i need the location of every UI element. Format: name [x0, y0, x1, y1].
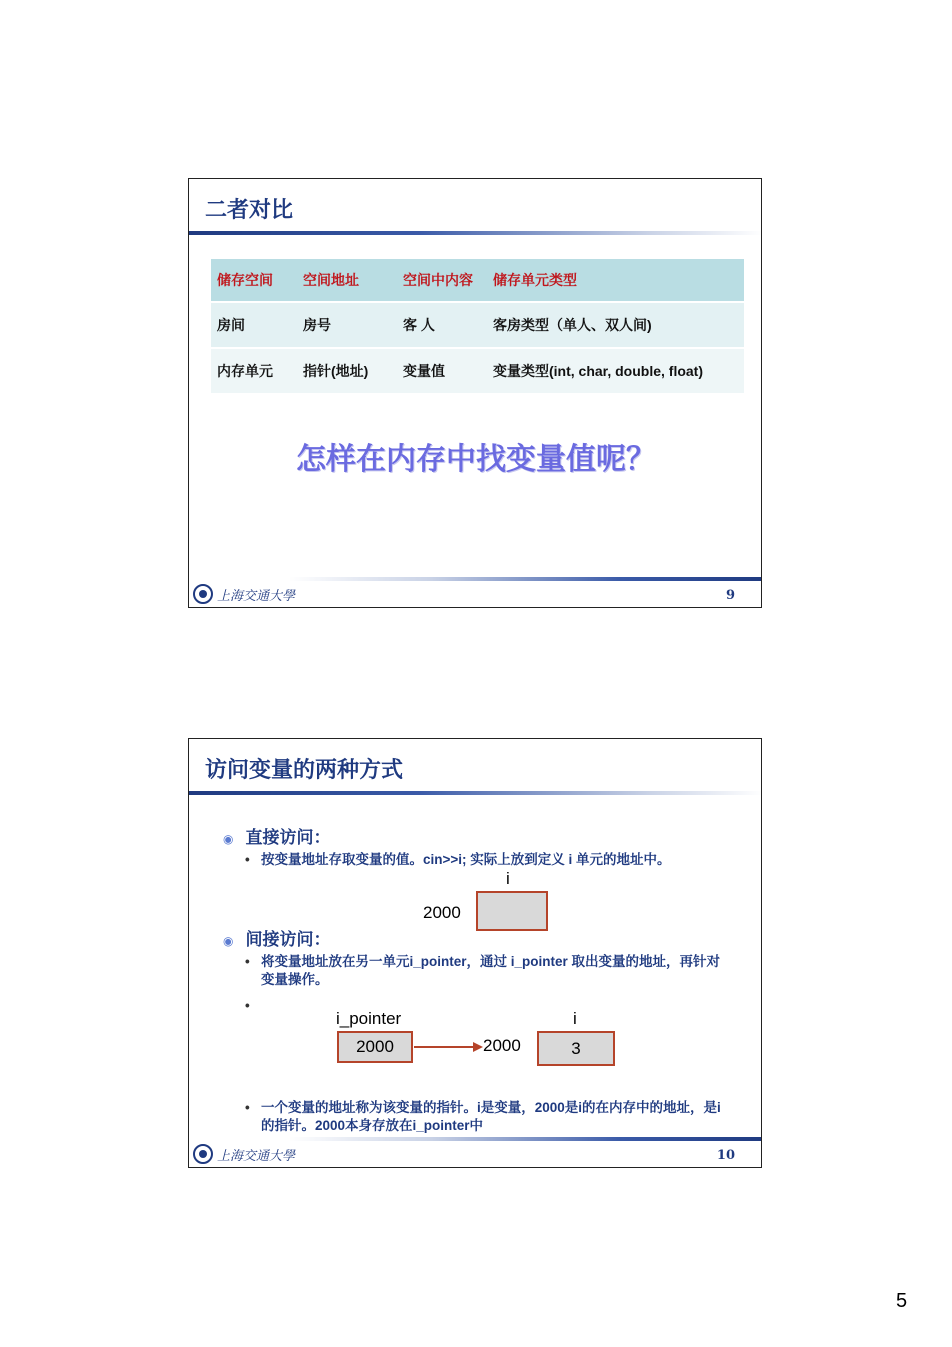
table-header-cell: 储存单元类型	[487, 259, 744, 302]
table-row	[211, 302, 744, 348]
title-rule	[189, 231, 762, 235]
table-header-row	[211, 259, 744, 302]
bullet-note: • 一个变量的地址称为该变量的指针。i是变量，2000是i的在内存中的地址，是i的指针。2000本身存放在i_pointer中	[245, 1100, 721, 1133]
university-logo	[193, 1144, 295, 1164]
bullet-indirect-text: • 将变量地址放在另一单元i_pointer，通过 i_pointer 取出变量的地址，再针对变量操作。	[245, 954, 721, 987]
address-label: 2000	[483, 1036, 521, 1055]
title-rule	[189, 791, 762, 795]
address-label: 2000	[423, 903, 461, 922]
slide-page-number: 9	[725, 588, 735, 603]
arrow-right-icon	[473, 1042, 483, 1052]
pointer-label: i_pointer	[336, 1009, 402, 1028]
table-header-cell: 储存空间	[211, 259, 297, 302]
table-cell: 变量类型(int, char, double, float)	[487, 348, 744, 394]
bullet-icon: ◉	[223, 934, 234, 948]
question-text: 怎样在内存中找变量值呢？	[296, 442, 656, 477]
var-label-i: i	[506, 869, 510, 888]
bullet-dot-icon: •	[245, 998, 250, 1013]
table-cell: 房号	[297, 302, 397, 348]
bullet-direct-text: • 按变量地址存取变量的值。cin>>i; 实际上放到定义 i 单元的地址中。	[245, 852, 671, 867]
table-cell: 客 人	[397, 302, 487, 348]
university-logo	[193, 584, 295, 604]
variable-cell-box: 3	[537, 1031, 615, 1066]
slide-10	[188, 738, 762, 1168]
table-header-cell: 空间地址	[297, 259, 397, 302]
seal-icon	[193, 1144, 213, 1164]
arrow-line	[414, 1046, 474, 1048]
comparison-table	[211, 259, 744, 395]
seal-icon	[193, 584, 213, 604]
slide-page-number: 10	[716, 1148, 735, 1163]
bullet-indirect-access: ◉ 间接访问：	[223, 930, 331, 949]
table-cell: 变量值	[397, 348, 487, 394]
bullet-dot-icon: •	[245, 1100, 250, 1115]
table-header-cell: 空间中内容	[397, 259, 487, 302]
document-page-number: 5	[896, 1290, 908, 1312]
table-cell: 指针(地址)	[297, 348, 397, 394]
logo-text: 上海交通大學	[217, 588, 296, 604]
table-row	[211, 348, 744, 394]
bullet-dot-icon: •	[245, 954, 250, 969]
slide-title: 二者对比	[205, 198, 294, 223]
memory-cell-box	[476, 891, 548, 931]
bullet-dot-icon: •	[245, 852, 250, 867]
slide-9	[188, 178, 762, 608]
bullet-direct-access: ◉ 直接访问：	[223, 828, 331, 847]
slide-title: 访问变量的两种方式	[205, 758, 404, 783]
pointer-cell-box: 2000	[337, 1031, 413, 1063]
table-cell: 内存单元	[211, 348, 297, 394]
footer-rule	[289, 1137, 762, 1141]
table-cell: 客房类型（单人、双人间)	[487, 302, 744, 348]
bullet-icon: ◉	[223, 832, 234, 846]
var-label-i: i	[573, 1009, 577, 1028]
footer-rule	[289, 577, 762, 581]
logo-text: 上海交通大學	[217, 1148, 296, 1164]
table-cell: 房间	[211, 302, 297, 348]
